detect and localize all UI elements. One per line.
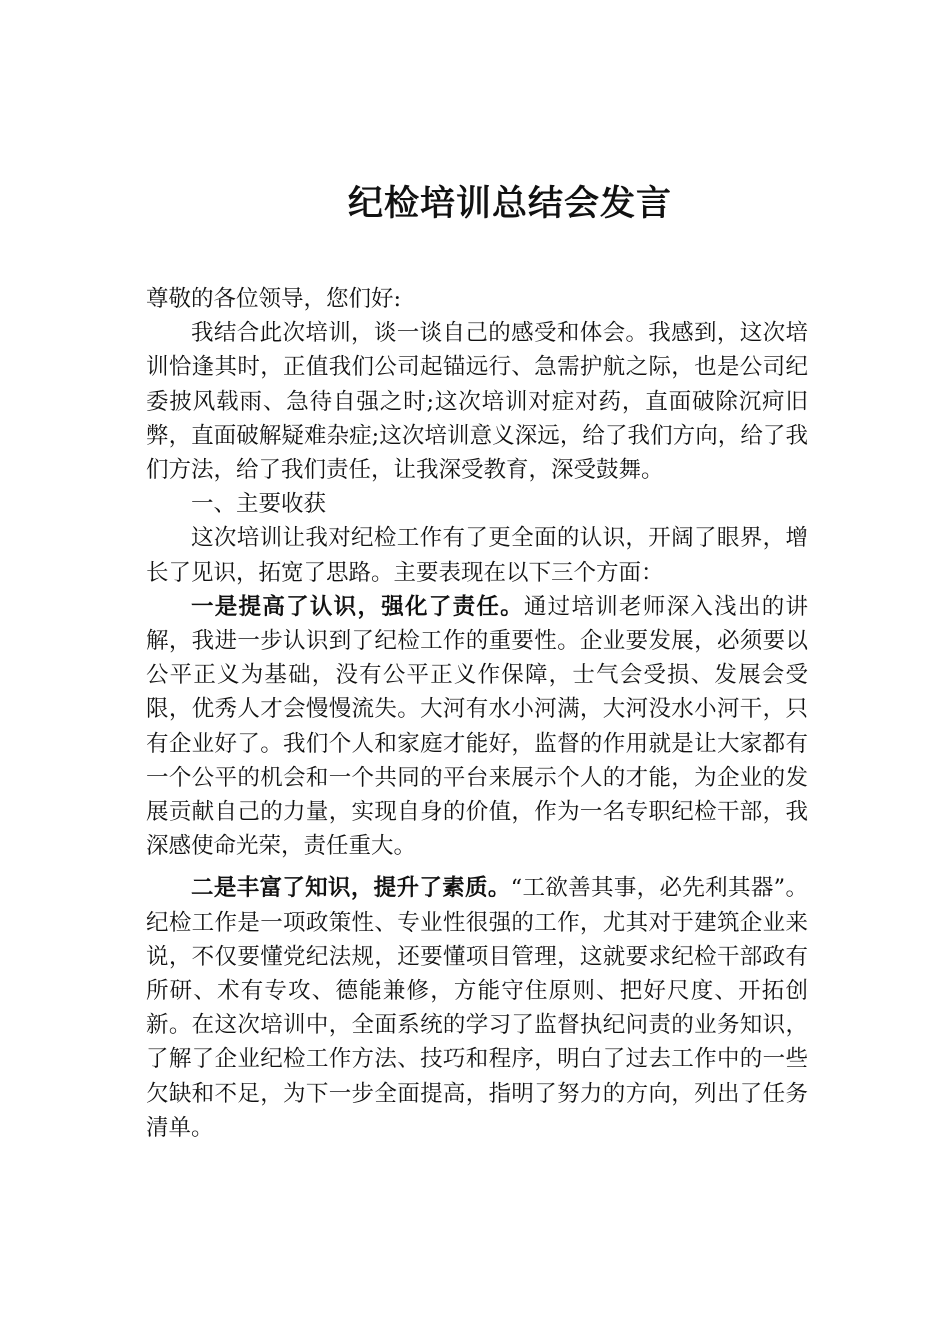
intro-paragraph: 我结合此次培训，谈一谈自己的感受和体会。我感到，这次培训恰逢其时，正值我们公司起锚远行、急需护航之际，也是公司纪委披风载雨、急待自强之时;这次培训对症对药，直面破除沉疴旧弊，直面破解疑难杂症;这次培训意义深远，给了我们方向，给了我们方法，给了我们责任，让我深受教育，深受鼓舞。 (146, 320, 808, 484)
salutation: 尊敬的各位领导，您们好: (146, 286, 402, 312)
section-intro-paragraph: 这次培训让我对纪检工作有了更全面的认识，开阔了眼界，增长了见识，拓宽了思路。主要表现在以下三个方面： (146, 525, 808, 586)
point-one-body: 通过培训老师深入浅出的讲解，我进一步认识到了纪检工作的重要性。企业要发展，必须要以公平正义为基础，没有公平正义作保障，士气会受损、发展会受限，优秀人才会慢慢流失。大河有水小河满，大河没水小河干，只有企业好了。我们个人和家庭才能好，监督的作用就是让大家都有一个公平的机会和一个共同的平台来展示个人的才能，为企业的发展贡献自己的力量，实现自身的价值，作为一名专职纪检干部，我深感使命光荣，责任重大。 (146, 593, 808, 860)
document-title: 纪检培训总结会发言 (347, 183, 672, 224)
point-one-paragraph (146, 590, 808, 864)
point-two-lead: 二是丰富了知识，提升了素质。 (191, 875, 511, 902)
section-heading: 一、主要收获 (191, 491, 327, 518)
point-two-paragraph (146, 871, 808, 1145)
point-two-body: “工欲善其事，必先利其器”。纪检工作是一项政策性、专业性很强的工作，尤其对于建筑企业来说，不仅要懂党纪法规，还要懂项目管理，这就要求纪检干部政有所研、术有专攻、德能兼修，方能守住原则、把好尺度、开拓创新。在这次培训中，全面系统的学习了监督执纪问责的业务知识，了解了企业纪检工作方法、技巧和程序，明白了过去工作中的一些欠缺和不足，为下一步全面提高，指明了努力的方向，列出了任务清单。 (146, 875, 808, 1141)
point-one-lead: 一是提高了认识，强化了责任。 (191, 593, 524, 620)
document-body (146, 282, 808, 1145)
